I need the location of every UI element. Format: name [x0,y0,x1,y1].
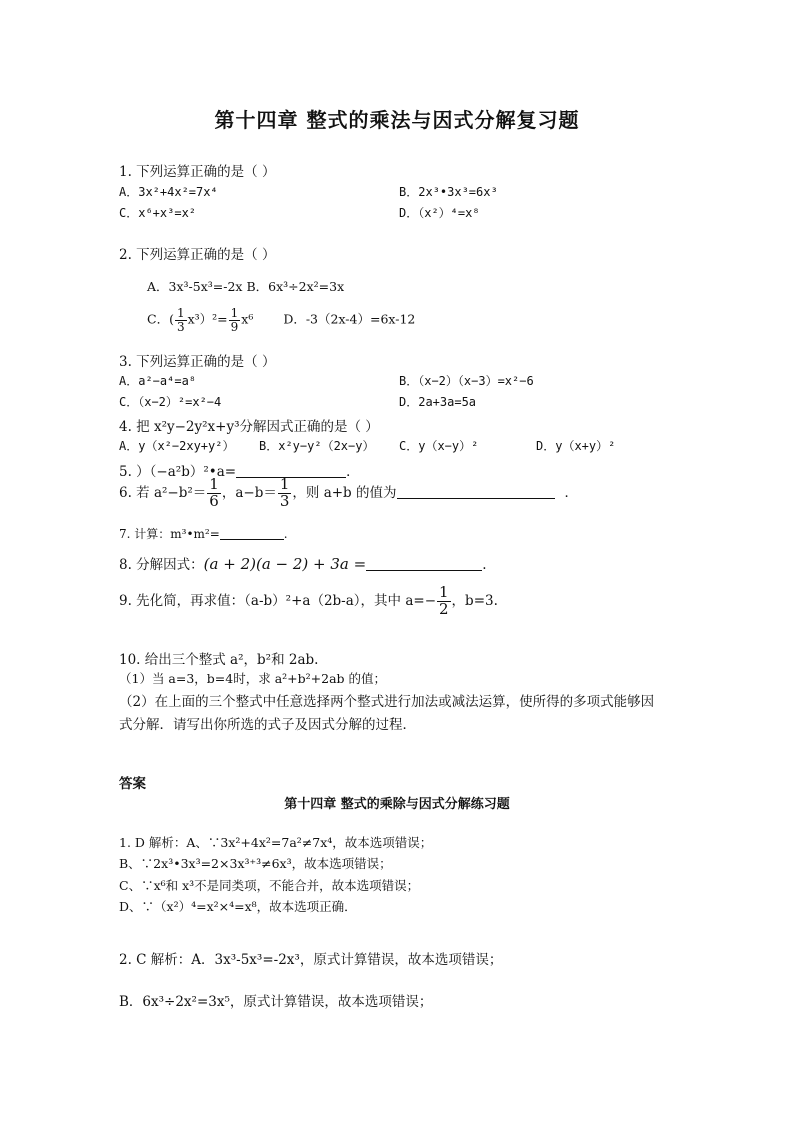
q4-option-a: A．y（x²−2xy+y²） [119,439,235,453]
q1-option-a: A．3x²+4x²=7x⁴ [119,185,218,199]
answer-1-line-4: D、∵（x²）⁴=x²×⁴=x⁸，故本选项正确． [119,899,357,914]
fraction-numerator: 1 [209,475,219,493]
question-9 [119,585,498,618]
q4-option-d: D．y（x+y）² [536,439,616,453]
q1-option-d: D．（x²）⁴=x⁸ [399,206,480,220]
fraction-numerator: 1 [279,475,290,493]
fraction-numerator: 1 [230,306,239,320]
q6-end: ． [564,484,578,501]
question-3-stem: 3. 下列运算正确的是（ ） [119,354,276,370]
q2-c-fraction-2 [229,307,241,333]
q8-answer-blank[interactable] [366,558,482,571]
question-10-stem: 10. 给出三个整式 a²，b²和 2ab. [119,652,319,668]
q2-c-prefix: C．( [147,311,174,327]
q2-option-d: D．-3（2x-4）=6x-12 [283,311,416,327]
q3-option-b: B．（x−2）（x−3）=x²−6 [399,374,534,388]
q3-option-c: C．（x−2）²=x²−4 [119,395,222,409]
q4-option-c: C．y（x−y）² [399,439,479,453]
q2-c-tail: x⁶ [241,311,254,327]
q8-stem: 8. 分解因式： [119,557,204,573]
q6-mid: ，a−b＝ [221,484,277,501]
answer-1-line-1: 1. D 解析：A、∵3x²+4x²=7a²≠7x⁴，故本选项错误； [119,835,433,850]
question-6 [119,477,578,510]
q10-part-1: （1）当 a=3，b=4时，求 a²+b²+2ab 的值； [119,671,387,686]
q1-option-c: C．x⁶+x³=x² [119,206,197,220]
question-8 [119,553,487,573]
q5-tail: ． [346,464,360,480]
question-7 [119,525,288,542]
q8-tail: . [482,557,487,573]
q4-option-b: B．x²y−y²（2x−y） [259,439,375,453]
answers-heading: 答案 [119,776,146,792]
q5-stem: 5. ）（−a²b）²•a= [119,464,237,480]
fraction-denominator: 3 [176,319,185,334]
fraction-denominator: 2 [439,599,449,618]
q10-part-2-line-2: 式分解．请写出你所选的式子及因式分解的过程． [119,717,416,733]
q9-tail: ，b=3. [451,592,498,609]
q6-tail: ，则 a+b 的值为 [292,484,397,501]
q6-fraction-1 [207,477,221,510]
fraction-denominator: 3 [279,491,290,510]
q10-part-2-line-1: （2）在上面的三个整式中任意选择两个整式进行加法或减法运算，使所得的多项式能够因 [119,694,655,710]
question-2-stem: 2. 下列运算正确的是（ ） [119,247,276,263]
q7-stem: 7. 计算：m³•m²= [119,527,220,541]
question-4-stem: 4. 把 x²y−2y²x+y³分解因式正确的是（ ） [119,419,379,435]
fraction-numerator: 1 [439,583,449,601]
q9-fraction [437,585,451,618]
q2-c-fraction-1 [175,307,187,333]
fraction-denominator: 6 [209,491,219,510]
q1-option-b: B．2x³•3x³=6x³ [399,185,498,199]
page-title: 第十四章 整式的乘法与因式分解复习题 [214,108,580,132]
q7-answer-blank[interactable] [220,527,284,540]
fraction-denominator: 9 [230,319,239,334]
q2-option-ab: A．3x³-5x³=-2x B．6x³÷2x²=3x [147,279,345,294]
answer-2-line-1: 2. C 解析：A．3x³-5x³=-2x³，原式计算错误，故本选项错误； [119,952,503,968]
q3-option-d: D．2a+3a=5a [399,395,477,409]
question-1-stem: 1. 下列运算正确的是（ ） [119,164,276,180]
q7-tail: . [283,527,288,541]
answers-title: 第十四章 整式的乘除与因式分解练习题 [284,797,510,812]
q6-fraction-2 [278,477,292,510]
answer-1-line-3: C、∵x⁶和 x³不是同类项，不能合并，故本选项错误； [119,878,420,893]
q8-expression: (a + 2)(a − 2) + 3a = [203,555,367,573]
q2-option-cd [147,307,415,333]
q6-answer-blank[interactable] [397,486,555,499]
q6-prefix: 6. 若 a²−b²＝ [119,484,207,501]
fraction-numerator: 1 [176,306,185,320]
q3-option-a: A．a²−a⁴=a⁸ [119,374,197,388]
q2-c-mid: x³）²= [187,311,228,327]
q9-prefix: 9. 先化简，再求值：（a-b）²+a（2b-a），其中 a=− [119,592,436,609]
answer-2-line-2: B．6x³÷2x²=3x⁵，原式计算错误，故本选项错误； [119,994,433,1010]
answer-1-line-2: B、∵2x³•3x³=2×3x³⁺³≠6x³，故本选项错误； [119,856,392,871]
